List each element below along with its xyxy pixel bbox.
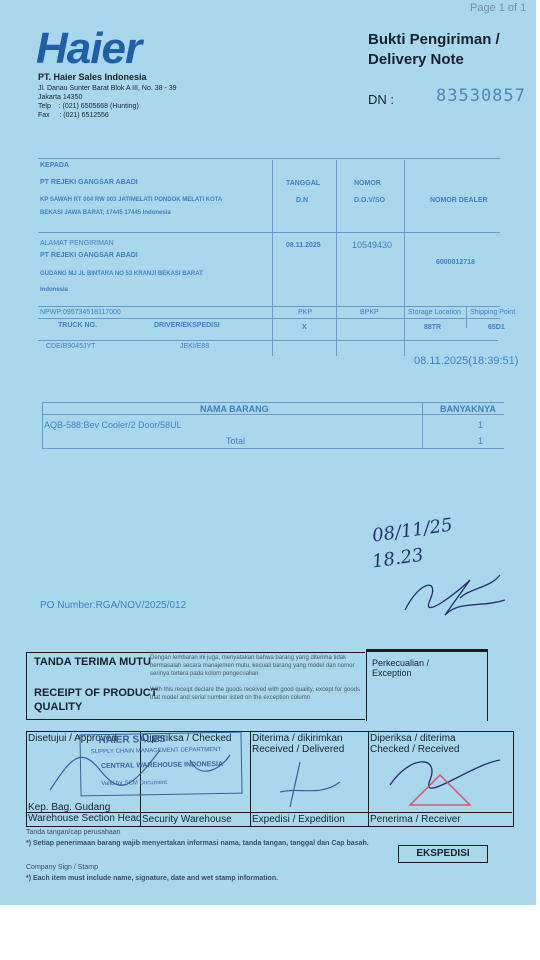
warehouse-head-label <box>28 802 142 824</box>
pkp-value: X <box>302 324 307 331</box>
security-warehouse-label: Security Warehouse <box>142 814 232 825</box>
info-top-rule <box>38 158 500 159</box>
shipping-point-label: Shipping Point <box>470 309 516 316</box>
company-sign-en: Company Sign / Stamp <box>26 864 98 871</box>
checked-signature <box>40 740 240 800</box>
nomor-label: NOMOR <box>354 180 381 187</box>
receipt-text-id: Dengan lembaran ini juga, menyatakan bahwa barang yang diterima tidak bermasalah secara manajemen mutu, kecuali barang yang model dan nomor serinya tertera pada kolom pengecualian <box>150 655 355 677</box>
handwritten-signature <box>400 570 510 620</box>
warehouse-head-label-1: Kep. Bag. Gudang <box>28 802 111 813</box>
print-timestamp: 08.11.2025(18:39:51) <box>414 355 519 367</box>
received-label-2: Received / Delivered <box>252 744 345 755</box>
receipt-title-en <box>34 686 157 714</box>
checked-received-label-2: Checked / Received <box>370 744 460 755</box>
bpkp-label: BPKP <box>360 309 379 316</box>
dn-label: DN : <box>368 92 394 107</box>
haier-logo: Haier <box>36 24 142 73</box>
truck-value: CDE/B9045JYT <box>46 343 96 350</box>
footer-note-en: *) Each item must include name, signature, date and wet stamp information. <box>26 875 279 882</box>
info-col-divider-3 <box>404 160 405 356</box>
items-col-divider <box>422 402 423 448</box>
items-header-rule <box>42 414 504 415</box>
exception-label-1: Perkecualian / <box>372 658 430 668</box>
stamp-line-4: Valid for SCM Document <box>101 779 167 788</box>
driver-value: JEKI/E88 <box>180 343 210 350</box>
pkp-label: PKP <box>298 309 313 316</box>
doc-title-line-1: Bukti Pengiriman / <box>368 31 500 48</box>
driver-label: DRIVER/EKSPEDISI <box>154 322 220 329</box>
footer-note-id: *) Setiap penerimaan barang wajib menyertakan informasi nama, tanda tangan, tanggal dan Cap basah. <box>26 840 369 847</box>
items-left-rule <box>42 402 43 448</box>
storage-location-value: 88TR <box>424 324 442 331</box>
recipient-name: PT REJEKI GANGSAR ABADI <box>40 179 138 186</box>
recipient-address-1: KP SAWAH RT 004 RW 003 JATIMELATI PONDOK MELATI KOTA <box>40 197 223 203</box>
nomor-sub: D.O.V/SO <box>354 197 386 204</box>
recipient-address-2: BEKASI JAWA BARAT, 17445 17445 Indonesia <box>40 210 171 216</box>
received-label-1: Diterima / dikirimkan <box>252 733 343 744</box>
item-row-name: AQB-588:Bev Cooler/2 Door/58UL <box>44 420 182 430</box>
shipping-country: Indonesia <box>40 287 69 293</box>
warehouse-head-label-2: Warehouse Section Head <box>28 813 142 824</box>
items-top-rule <box>42 402 504 403</box>
tanggal-sub: D.N <box>296 197 309 204</box>
receipt-text-en: With this receipt declare the goods received with good quality, except for goods that model and serial number listed on the exception column <box>150 687 361 701</box>
checked-label: Diperiksa / Checked <box>142 733 232 744</box>
items-bottom-rule <box>42 448 504 449</box>
item-row-qty: 1 <box>478 420 484 430</box>
info-col-divider-2 <box>336 160 337 356</box>
exception-label-2: Exception <box>372 668 412 678</box>
page-number: Page 1 of 1 <box>470 2 527 14</box>
document-title <box>368 30 500 70</box>
stamp-line-2: SUPPLY CHAIN MANAGEMENT DEPARTMENT <box>90 746 222 756</box>
delivered-signature <box>270 752 350 812</box>
receiver-label: Penerima / Receiver <box>370 814 461 825</box>
handwritten-time: 18.23 <box>370 544 425 573</box>
po-number: PO Number:RGA/NOV/2025/012 <box>40 600 187 611</box>
info-npwp-rule <box>38 306 500 307</box>
info-bottom-rule <box>38 340 498 341</box>
company-name: PT. Haier Sales Indonesia <box>38 72 147 82</box>
shipping-address: GUDANG MJ JL BINTARA NO 53 KRANJI BEKASI BARAT <box>40 271 203 277</box>
company-address: Jl. Danau Sunter Barat Blok A III, No. 38 - 39 Jakarta 14350 Telp : (021) 6505668 (Hunting) Fax : (021) 6512556 <box>38 85 177 119</box>
info-col-divider-4 <box>466 306 467 328</box>
shipping-address-label: ALAMAT PENGIRIMAN <box>40 240 114 247</box>
handwritten-date: 08/11/25 <box>370 514 454 547</box>
tanggal-value: 08.11.2025 <box>286 242 321 249</box>
tanggal-label: TANGGAL <box>286 180 321 187</box>
exception-label <box>372 658 429 678</box>
nomor-value: 10549430 <box>352 240 393 250</box>
receipt-title-en-2: QUALITY <box>34 701 83 713</box>
truck-label: TRUCK NO. <box>58 322 97 329</box>
company-sign-id: Tanda tangan/cap perusahaan <box>26 829 121 836</box>
items-total-qty: 1 <box>478 436 484 446</box>
expedition-label: Expedisi / Expedition <box>252 814 345 825</box>
info-col-divider-1 <box>272 160 273 356</box>
shipping-name: PT REJEKI GANGSAR ABADI <box>40 252 138 259</box>
receipt-title-id: TANDA TERIMA MUTU <box>34 656 151 668</box>
info-truck-rule <box>38 318 500 319</box>
dn-number: 83530857 <box>436 86 526 106</box>
items-name-header: NAMA BARANG <box>200 404 269 414</box>
receipt-title-en-1: RECEIPT OF PRODUCT <box>34 687 158 699</box>
doc-title-line-2: Delivery Note <box>368 51 464 68</box>
info-mid-rule <box>38 232 500 233</box>
npwp-number: NPWP:095734518117000 <box>40 309 121 316</box>
shipping-point-value: 65D1 <box>488 324 505 331</box>
items-qty-header: BANYAKNYA <box>440 404 496 414</box>
approved-label: Disetujui / Approved <box>28 733 117 744</box>
ekspedisi-box: EKSPEDISI <box>398 845 488 863</box>
stamp-line-1: HAIER SALES <box>98 733 166 747</box>
stamp-line-3: CENTRAL WAREHOUSE INDONESIA <box>100 760 224 771</box>
kepada-label: KEPADA <box>40 162 70 169</box>
storage-location-label: Storage Location <box>408 309 461 316</box>
dealer-value: 6000012718 <box>436 259 475 266</box>
items-total-label: Total <box>226 436 246 446</box>
checked-received-label-1: Diperiksa / diterima <box>370 733 456 744</box>
dealer-label: NOMOR DEALER <box>430 197 488 204</box>
receiver-signature-stamp <box>380 745 510 810</box>
